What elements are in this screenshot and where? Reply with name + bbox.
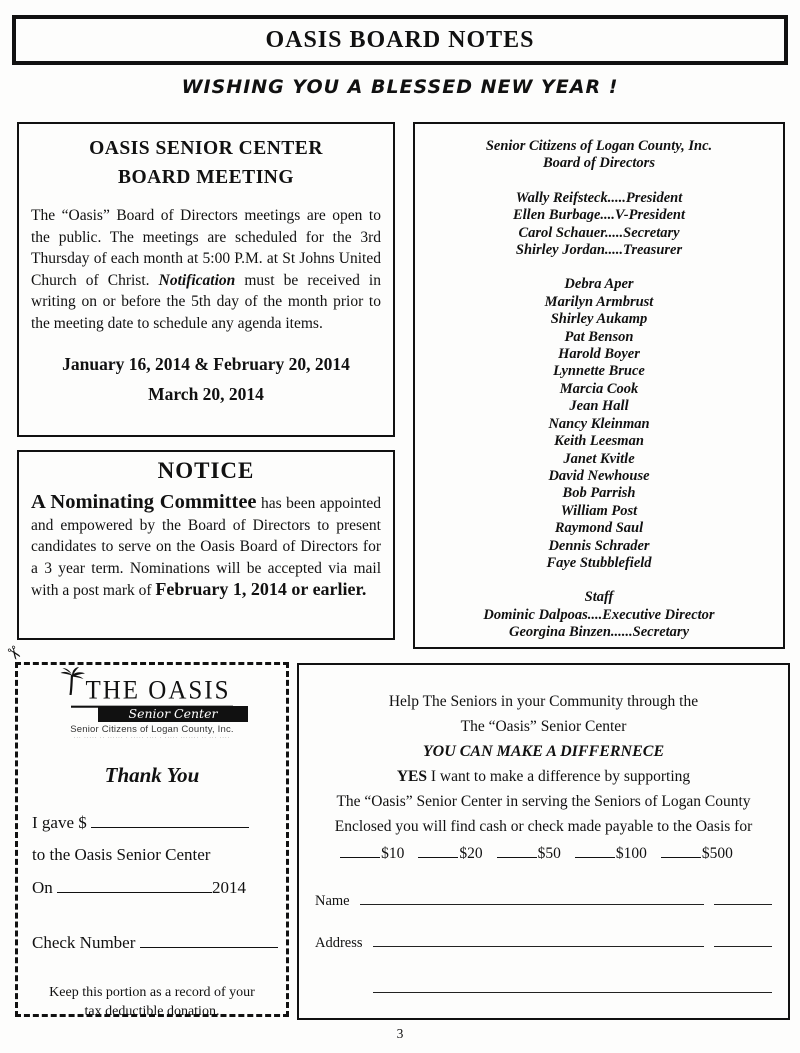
notice-title: NOTICE (157, 458, 255, 483)
meeting-dates-line2: March 20, 2014 (148, 384, 264, 404)
title-box (12, 15, 788, 65)
notice-box (17, 450, 395, 640)
member-entry: Nancy Kleinman (548, 415, 650, 432)
form-line4 (315, 764, 772, 789)
form-line5: The “Oasis” Senior Center in serving the Seniors of Logan County (336, 793, 751, 810)
member-entry: Marilyn Armbrust (544, 293, 654, 310)
meeting-dates-line1: January 16, 2014 & February 20, 2014 (62, 354, 350, 374)
officers-list (415, 190, 783, 260)
meeting-title-line1: OASIS SENIOR CENTER (89, 138, 323, 159)
date-line (32, 877, 272, 898)
member-entry: Marcia Cook (559, 380, 639, 397)
address-blank-short (714, 932, 772, 947)
logo-banner: Senior Center (98, 706, 248, 722)
amount-blank (340, 843, 380, 858)
amount-value: $100 (615, 845, 647, 862)
on-label: On (32, 878, 53, 897)
form-line6: Enclosed you will find cash or check made payable to the Oasis for (334, 818, 753, 835)
meeting-body-after: must be received in writing on or before the 5th day of the month prior to the meeting date to schedule any agenda items. (31, 271, 381, 332)
page-number: 3 (396, 1026, 404, 1041)
staff-entry: Georgina Binzen......Secretary (508, 624, 690, 641)
members-list (415, 276, 783, 572)
year-label: 2014 (212, 878, 247, 897)
form-slogan: YOU CAN MAKE A DIFFERNECE (422, 743, 665, 760)
name-row (315, 890, 772, 910)
logo-org-line: Senior Citizens of Logan County, Inc. (70, 724, 234, 735)
form-line2: The “Oasis” Senior Center (460, 718, 627, 735)
amount-options (315, 841, 772, 866)
directors-subtitle: Board of Directors (543, 155, 655, 172)
directors-org: Senior Citizens of Logan County, Inc. (485, 138, 713, 154)
amount-blank (661, 843, 701, 858)
member-entry: Raymond Saul (554, 520, 644, 537)
meeting-body-emphasis: Notification (158, 271, 236, 289)
name-blank (360, 890, 704, 905)
keep-line2: tax deductible donation. (84, 1004, 220, 1019)
member-entry: Keith Leesman (554, 433, 644, 450)
officer-entry: Carol Schauer.....Secretary (518, 224, 680, 241)
to-line: to the Oasis Senior Center (32, 845, 211, 864)
officer-entry: Shirley Jordan.....Treasurer (515, 242, 683, 259)
notice-deadline: February 1, 2014 or earlier. (155, 579, 367, 599)
gave-amount-blank (91, 812, 249, 828)
address-label: Address (315, 935, 363, 951)
amount-value: $20 (459, 845, 483, 862)
address-row2 (315, 978, 772, 993)
member-entry: David Newhouse (548, 467, 650, 484)
board-meeting-box (17, 122, 395, 437)
gave-label: I gave $ (32, 813, 87, 832)
new-year-greeting: WISHING YOU A BLESSED NEW YEAR ! (181, 76, 619, 98)
date-blank (57, 877, 212, 893)
amount-value: $10 (381, 845, 405, 862)
staff-entry: Dominic Dalpoas....Executive Director (483, 606, 715, 623)
notice-lead: A Nominating Committee (31, 491, 257, 513)
address-row (315, 932, 772, 952)
donation-form-box (297, 663, 790, 1020)
address-blank (373, 932, 704, 947)
member-entry: Pat Benson (564, 328, 634, 345)
oasis-logo (52, 677, 252, 741)
amount-value: $500 (701, 845, 733, 862)
member-entry: Dennis Schrader (548, 537, 650, 554)
member-entry: William Post (560, 502, 638, 519)
meeting-paragraph (31, 205, 381, 334)
member-entry: Janet Kvitle (563, 450, 635, 467)
meeting-body-before: The “Oasis” Board of Directors meetings are open to the public. The meetings are scheduled for the 3rd Thursday of each month at 5:00 P.M. at St Johns United Church of Christ. (31, 207, 381, 289)
keep-line1: Keep this portion as a record of your (49, 985, 255, 1000)
amount-value: $50 (537, 845, 561, 862)
name-blank-short (714, 890, 772, 905)
member-entry: Debra Aper (564, 276, 634, 293)
name-label: Name (315, 893, 350, 909)
amount-blank (575, 843, 615, 858)
form-line4-rest: I want to make a difference by supporting (427, 768, 691, 785)
check-number-blank (140, 932, 278, 948)
check-number-line (32, 932, 272, 953)
staff-list (415, 607, 783, 642)
notice-body: has been appointed and empowered by the Board of Directors to present candidates to serve on the Oasis Board of Directors for a 3 year term. Nominations will be accepted via mail with a post mark of (31, 495, 381, 599)
officer-entry: Wally Reifsteck.....President (515, 189, 683, 206)
member-entry: Harold Boyer (558, 346, 640, 363)
thank-you-heading: Thank You (104, 763, 200, 787)
member-entry: Jean Hall (569, 398, 629, 415)
amount-blank (497, 843, 537, 858)
logo-wordmark: THE OASIS (71, 676, 232, 708)
yes-label: YES (396, 768, 427, 785)
gave-amount-line (32, 812, 272, 833)
member-entry: Bob Parrish (562, 485, 636, 502)
board-of-directors-box (413, 122, 785, 649)
amount-blank (418, 843, 458, 858)
check-number-label: Check Number (32, 933, 136, 952)
scissors-icon: ✂ (1, 641, 27, 666)
meeting-title-line2: BOARD MEETING (117, 167, 295, 188)
logo-fine-print: ··· ····· ·· ······ · ····· ···· · ····· ······· ·· ··· ···· (73, 735, 231, 741)
staff-label: Staff (584, 589, 614, 606)
address-blank2 (373, 978, 772, 993)
page-title: OASIS BOARD NOTES (265, 26, 535, 53)
form-line1: Help The Seniors in your Community through the (388, 693, 699, 710)
officer-entry: Ellen Burbage....V-President (512, 207, 685, 224)
donation-receipt-coupon (1, 641, 289, 1019)
member-entry: Faye Stubblefield (546, 554, 652, 571)
notice-paragraph (31, 492, 381, 602)
member-entry: Lynnette Bruce (553, 363, 645, 380)
member-entry: Shirley Aukamp (550, 311, 648, 328)
